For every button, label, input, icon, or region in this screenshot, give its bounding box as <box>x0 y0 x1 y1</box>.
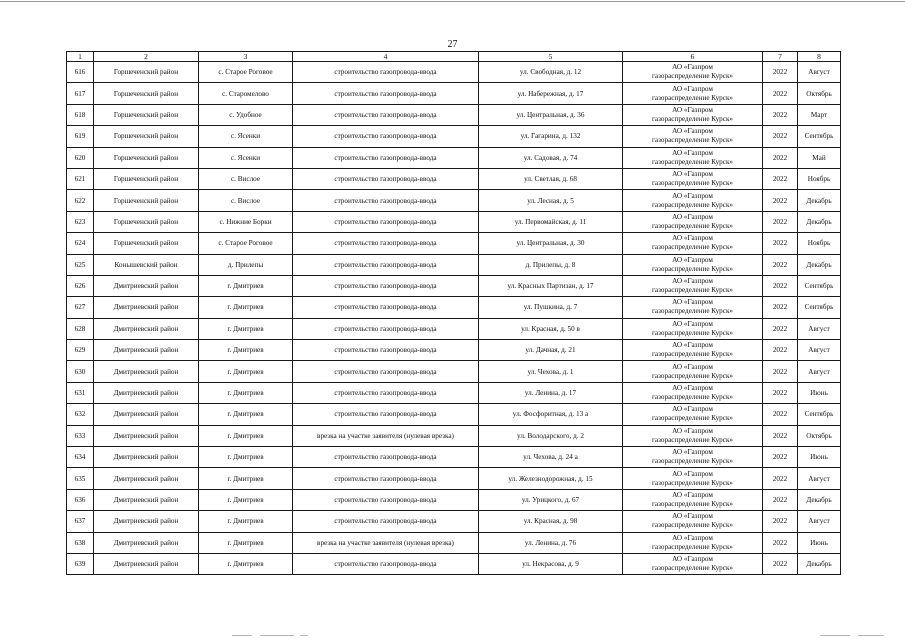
cell-year: 2022 <box>763 361 798 382</box>
cell-district: Горшеченский район <box>94 168 199 189</box>
cell-year: 2022 <box>763 447 798 468</box>
cell-month: Август <box>798 62 841 83</box>
cell-organization <box>623 62 763 83</box>
cell-month: Август <box>798 318 841 339</box>
cell-address: ул. Ленина, д. 17 <box>479 382 623 403</box>
cell-organization <box>623 297 763 318</box>
cell-district: Дмитриевский район <box>94 382 199 403</box>
cell-organization <box>623 447 763 468</box>
cell-district: Дмитриевский район <box>94 275 199 296</box>
organization-line-1: АО «Газпром <box>672 277 713 286</box>
cell-locality: с. Старое Роговое <box>199 62 293 83</box>
cell-work-type: врезка на участке заявителя (нулевая врезка) <box>293 425 479 446</box>
cell-number: 616 <box>67 62 94 83</box>
cell-organization <box>623 83 763 104</box>
cell-month: Август <box>798 340 841 361</box>
table-row <box>67 211 841 232</box>
organization-line-2: газораспределение Курск» <box>651 179 734 188</box>
cell-month: Март <box>798 104 841 125</box>
cell-district: Дмитриевский район <box>94 511 199 532</box>
cell-locality: г. Дмитриев <box>199 489 293 510</box>
cell-year: 2022 <box>763 404 798 425</box>
cell-locality: г. Дмитриев <box>199 425 293 446</box>
organization-line-2: газораспределение Курск» <box>651 157 734 166</box>
organization-line-1: АО «Газпром <box>672 448 713 457</box>
cell-year: 2022 <box>763 62 798 83</box>
cell-address: ул. Железнодорожная, д. 15 <box>479 468 623 489</box>
cell-work-type: строительство газопровода-ввода <box>293 489 479 510</box>
cell-district: Дмитриевский район <box>94 489 199 510</box>
cell-address: ул. Центральная, д. 30 <box>479 233 623 254</box>
cell-work-type: строительство газопровода-ввода <box>293 147 479 168</box>
organization-line-1: АО «Газпром <box>672 512 713 521</box>
table-row <box>67 382 841 403</box>
cell-organization <box>623 318 763 339</box>
cell-number: 633 <box>67 425 94 446</box>
cell-locality: г. Дмитриев <box>199 511 293 532</box>
table-row <box>67 104 841 125</box>
cell-number: 621 <box>67 168 94 189</box>
organization-line-1: АО «Газпром <box>672 384 713 393</box>
cell-work-type: строительство газопровода-ввода <box>293 468 479 489</box>
header-col-7: 7 <box>763 52 798 62</box>
organization-line-1: АО «Газпром <box>672 298 713 307</box>
cell-year: 2022 <box>763 553 798 574</box>
table-row <box>67 297 841 318</box>
organization-line-2: газораспределение Курск» <box>651 72 734 81</box>
table-row <box>67 83 841 104</box>
organization-line-1: АО «Газпром <box>672 148 713 157</box>
cell-month: Июнь <box>798 382 841 403</box>
cell-address: ул. Некрасова, д. 9 <box>479 553 623 574</box>
cell-year: 2022 <box>763 126 798 147</box>
table-row <box>67 318 841 339</box>
cell-locality: г. Дмитриев <box>199 361 293 382</box>
cell-district: Дмитриевский район <box>94 425 199 446</box>
cell-month: Август <box>798 361 841 382</box>
cell-work-type: строительство газопровода-ввода <box>293 168 479 189</box>
table-row <box>67 147 841 168</box>
table-row <box>67 425 841 446</box>
organization-line-2: газораспределение Курск» <box>651 93 734 102</box>
organization-line-2: газораспределение Курск» <box>651 478 734 487</box>
header-col-8: 8 <box>798 52 841 62</box>
cell-district: Горшеченский район <box>94 190 199 211</box>
organization-line-2: газораспределение Курск» <box>651 457 734 466</box>
cell-address: ул. Дачная, д. 21 <box>479 340 623 361</box>
cell-locality: с. Старое Роговое <box>199 233 293 254</box>
cell-district: Дмитриевский район <box>94 553 199 574</box>
cell-year: 2022 <box>763 297 798 318</box>
cell-locality: г. Дмитриев <box>199 532 293 553</box>
cell-address: ул. Светлая, д. 68 <box>479 168 623 189</box>
organization-line-1: АО «Газпром <box>672 234 713 243</box>
cell-number: 627 <box>67 297 94 318</box>
organization-line-1: АО «Газпром <box>672 170 713 179</box>
cell-address: ул. Набережная, д. 17 <box>479 83 623 104</box>
cell-month: Сентябрь <box>798 404 841 425</box>
cell-month: Декабрь <box>798 489 841 510</box>
cell-work-type: строительство газопровода-ввода <box>293 340 479 361</box>
organization-line-1: АО «Газпром <box>672 469 713 478</box>
organization-line-1: АО «Газпром <box>672 405 713 414</box>
cell-number: 626 <box>67 275 94 296</box>
cell-work-type: строительство газопровода-ввода <box>293 233 479 254</box>
cell-organization <box>623 382 763 403</box>
table-row <box>67 404 841 425</box>
cell-locality: г. Дмитриев <box>199 404 293 425</box>
header-col-2: 2 <box>94 52 199 62</box>
cell-district: Дмитриевский район <box>94 404 199 425</box>
cell-year: 2022 <box>763 211 798 232</box>
organization-line-2: газораспределение Курск» <box>651 500 734 508</box>
organization-line-2: газораспределение Курск» <box>651 393 734 402</box>
gas-works-table <box>66 51 841 575</box>
cell-work-type: строительство газопровода-ввода <box>293 190 479 211</box>
cell-locality: г. Дмитриев <box>199 318 293 339</box>
cell-number: 635 <box>67 468 94 489</box>
cell-address: ул. Пушкина, д. 7 <box>479 297 623 318</box>
cell-work-type: строительство газопровода-ввода <box>293 83 479 104</box>
cell-address: д. Прилепы, д. 8 <box>479 254 623 275</box>
cell-number: 634 <box>67 447 94 468</box>
cell-district: Дмитриевский район <box>94 297 199 318</box>
cell-month: Май <box>798 147 841 168</box>
page-number: 27 <box>447 39 458 50</box>
organization-line-1: АО «Газпром <box>672 491 713 499</box>
organization-line-2: газораспределение Курск» <box>651 307 734 316</box>
cell-locality: г. Дмитриев <box>199 275 293 296</box>
cell-organization <box>623 147 763 168</box>
cell-work-type: строительство газопровода-ввода <box>293 126 479 147</box>
cell-work-type: строительство газопровода-ввода <box>293 318 479 339</box>
cell-number: 620 <box>67 147 94 168</box>
cell-address: ул. Володарского, д. 2 <box>479 425 623 446</box>
table-row <box>67 532 841 553</box>
cell-month: Август <box>798 511 841 532</box>
cell-address: ул. Лесная, д. 5 <box>479 190 623 211</box>
cell-organization <box>623 340 763 361</box>
organization-line-2: газораспределение Курск» <box>651 136 734 145</box>
organization-line-1: АО «Газпром <box>672 426 713 435</box>
cell-work-type: строительство газопровода-ввода <box>293 297 479 318</box>
header-col-1: 1 <box>67 52 94 62</box>
cell-locality: с. Ясенки <box>199 147 293 168</box>
cell-number: 631 <box>67 382 94 403</box>
cell-locality: г. Дмитриев <box>199 340 293 361</box>
cell-number: 637 <box>67 511 94 532</box>
organization-line-1: АО «Газпром <box>672 191 713 200</box>
cell-month: Ноябрь <box>798 233 841 254</box>
top-border-line <box>0 1 905 2</box>
cell-year: 2022 <box>763 340 798 361</box>
cell-district: Горшеченский район <box>94 147 199 168</box>
cell-locality: г. Дмитриев <box>199 382 293 403</box>
organization-line-2: газораспределение Курск» <box>651 564 734 573</box>
cell-locality: с. Ясенки <box>199 126 293 147</box>
header-row <box>67 52 841 62</box>
cell-work-type: строительство газопровода-ввода <box>293 62 479 83</box>
cell-organization <box>623 275 763 296</box>
cell-district: Дмитриевский район <box>94 361 199 382</box>
cell-locality: г. Дмитриев <box>199 468 293 489</box>
cell-year: 2022 <box>763 532 798 553</box>
organization-line-1: АО «Газпром <box>672 63 713 72</box>
cell-district: Горшеченский район <box>94 233 199 254</box>
cell-year: 2022 <box>763 147 798 168</box>
cell-number: 632 <box>67 404 94 425</box>
cell-year: 2022 <box>763 511 798 532</box>
cell-month: Ноябрь <box>798 168 841 189</box>
cell-locality: с. Удобное <box>199 104 293 125</box>
organization-line-2: газораспределение Курск» <box>651 114 734 123</box>
organization-line-1: АО «Газпром <box>672 555 713 564</box>
table-row <box>67 254 841 275</box>
organization-line-1: АО «Газпром <box>672 127 713 136</box>
cell-district: Дмитриевский район <box>94 532 199 553</box>
table-row <box>67 275 841 296</box>
cell-year: 2022 <box>763 104 798 125</box>
cell-address: ул. Первомайская, д. 11 <box>479 211 623 232</box>
cell-month: Декабрь <box>798 211 841 232</box>
organization-line-1: АО «Газпром <box>672 255 713 264</box>
cell-organization <box>623 532 763 553</box>
table-row <box>67 340 841 361</box>
organization-line-2: газораспределение Курск» <box>651 243 734 252</box>
organization-line-2: газораспределение Курск» <box>651 521 734 530</box>
cell-locality: с. Нижние Борки <box>199 211 293 232</box>
cell-district: Горшеченский район <box>94 104 199 125</box>
organization-line-1: АО «Газпром <box>672 362 713 371</box>
cell-address: ул. Урицкого, д. 67 <box>479 489 623 510</box>
cell-work-type: строительство газопровода-ввода <box>293 254 479 275</box>
cell-month: Июнь <box>798 532 841 553</box>
cell-address: ул. Ленина, д. 76 <box>479 532 623 553</box>
organization-line-2: газораспределение Курск» <box>651 542 734 551</box>
table-row <box>67 190 841 211</box>
cell-district: Дмитриевский район <box>94 340 199 361</box>
cell-month: Июнь <box>798 447 841 468</box>
cell-organization <box>623 553 763 574</box>
organization-line-2: газораспределение Курск» <box>651 328 734 337</box>
cell-month: Декабрь <box>798 553 841 574</box>
table-row <box>67 126 841 147</box>
cell-number: 639 <box>67 553 94 574</box>
cell-work-type: строительство газопровода-ввода <box>293 361 479 382</box>
cell-address: ул. Красных Партизан, д. 17 <box>479 275 623 296</box>
cell-year: 2022 <box>763 382 798 403</box>
table-row <box>67 168 841 189</box>
cell-address: ул. Красная, д. 50 в <box>479 318 623 339</box>
cell-district: Дмитриевский район <box>94 447 199 468</box>
cell-locality: г. Дмитриев <box>199 553 293 574</box>
cell-year: 2022 <box>763 254 798 275</box>
cell-number: 630 <box>67 361 94 382</box>
organization-line-2: газораспределение Курск» <box>651 221 734 230</box>
cell-district: Горшеченский район <box>94 126 199 147</box>
cell-number: 619 <box>67 126 94 147</box>
table-body <box>67 62 841 575</box>
cell-work-type: строительство газопровода-ввода <box>293 447 479 468</box>
organization-line-2: газораспределение Курск» <box>651 350 734 359</box>
cell-address: ул. Гагарина, д. 132 <box>479 126 623 147</box>
cell-locality: с. Вислое <box>199 190 293 211</box>
organization-line-2: газораспределение Курск» <box>651 414 734 423</box>
cell-year: 2022 <box>763 168 798 189</box>
cell-number: 628 <box>67 318 94 339</box>
header-col-6: 6 <box>623 52 763 62</box>
header-col-3: 3 <box>199 52 293 62</box>
table-row <box>67 447 841 468</box>
cell-year: 2022 <box>763 233 798 254</box>
cell-number: 624 <box>67 233 94 254</box>
cell-number: 638 <box>67 532 94 553</box>
cell-number: 617 <box>67 83 94 104</box>
cell-address: ул. Красная, д. 98 <box>479 511 623 532</box>
cell-month: Декабрь <box>798 190 841 211</box>
cell-district: Горшеченский район <box>94 211 199 232</box>
cell-month: Сентябрь <box>798 275 841 296</box>
cell-address: ул. Садовая, д. 74 <box>479 147 623 168</box>
cell-number: 623 <box>67 211 94 232</box>
cell-work-type: врезка на участке заявителя (нулевая врезка) <box>293 532 479 553</box>
cell-year: 2022 <box>763 275 798 296</box>
cell-month: Октябрь <box>798 425 841 446</box>
organization-line-1: АО «Газпром <box>672 533 713 542</box>
header-col-5: 5 <box>479 52 623 62</box>
organization-line-2: газораспределение Курск» <box>651 200 734 209</box>
cell-address: ул. Центральная, д. 36 <box>479 104 623 125</box>
organization-line-2: газораспределение Курск» <box>651 264 734 273</box>
cell-work-type: строительство газопровода-ввода <box>293 511 479 532</box>
cell-work-type: строительство газопровода-ввода <box>293 275 479 296</box>
cell-address: ул. Чехова, д. 24 а <box>479 447 623 468</box>
cell-work-type: строительство газопровода-ввода <box>293 382 479 403</box>
cell-address: ул. Свободная, д. 12 <box>479 62 623 83</box>
organization-line-1: АО «Газпром <box>672 84 713 93</box>
table-row <box>67 233 841 254</box>
cell-month: Сентябрь <box>798 297 841 318</box>
cell-number: 636 <box>67 489 94 510</box>
cell-organization <box>623 489 763 510</box>
cell-organization <box>623 425 763 446</box>
cell-organization <box>623 104 763 125</box>
header-col-4: 4 <box>293 52 479 62</box>
cell-locality: с. Старомелово <box>199 83 293 104</box>
organization-line-1: АО «Газпром <box>672 319 713 328</box>
cell-work-type: строительство газопровода-ввода <box>293 553 479 574</box>
cell-organization <box>623 211 763 232</box>
organization-line-1: АО «Газпром <box>672 341 713 350</box>
cell-year: 2022 <box>763 425 798 446</box>
cell-organization <box>623 126 763 147</box>
cell-organization <box>623 361 763 382</box>
cell-work-type: строительство газопровода-ввода <box>293 104 479 125</box>
cell-locality: д. Прилепы <box>199 254 293 275</box>
cell-address: ул. Фосфоритная, д. 13 а <box>479 404 623 425</box>
cell-month: Декабрь <box>798 254 841 275</box>
organization-line-2: газораспределение Курск» <box>651 286 734 295</box>
cell-organization <box>623 190 763 211</box>
table-row <box>67 511 841 532</box>
cell-locality: г. Дмитриев <box>199 447 293 468</box>
table-row <box>67 489 841 510</box>
cell-organization <box>623 404 763 425</box>
cell-district: Горшеченский район <box>94 62 199 83</box>
cell-year: 2022 <box>763 83 798 104</box>
bottom-edge-marks <box>0 632 905 640</box>
cell-year: 2022 <box>763 489 798 510</box>
cell-number: 618 <box>67 104 94 125</box>
cell-month: Сентябрь <box>798 126 841 147</box>
cell-organization <box>623 254 763 275</box>
cell-work-type: строительство газопровода-ввода <box>293 404 479 425</box>
cell-locality: с. Вислое <box>199 168 293 189</box>
cell-number: 629 <box>67 340 94 361</box>
organization-line-2: газораспределение Курск» <box>651 435 734 444</box>
cell-district: Конышевский район <box>94 254 199 275</box>
cell-year: 2022 <box>763 318 798 339</box>
cell-organization <box>623 511 763 532</box>
table-header <box>67 52 841 62</box>
cell-organization <box>623 468 763 489</box>
cell-district: Дмитриевский район <box>94 318 199 339</box>
cell-district: Дмитриевский район <box>94 468 199 489</box>
cell-number: 622 <box>67 190 94 211</box>
organization-line-1: АО «Газпром <box>672 212 713 221</box>
organization-line-1: АО «Газпром <box>672 105 713 114</box>
cell-month: Август <box>798 468 841 489</box>
table-row <box>67 361 841 382</box>
table-row <box>67 468 841 489</box>
cell-locality: г. Дмитриев <box>199 297 293 318</box>
cell-district: Горшеченский район <box>94 83 199 104</box>
cell-work-type: строительство газопровода-ввода <box>293 211 479 232</box>
cell-year: 2022 <box>763 468 798 489</box>
table-row <box>67 62 841 83</box>
organization-line-2: газораспределение Курск» <box>651 371 734 380</box>
cell-organization <box>623 168 763 189</box>
table-row <box>67 553 841 574</box>
cell-year: 2022 <box>763 190 798 211</box>
cell-number: 625 <box>67 254 94 275</box>
cell-organization <box>623 233 763 254</box>
cell-month: Октябрь <box>798 83 841 104</box>
cell-address: ул. Чехова, д. 1 <box>479 361 623 382</box>
